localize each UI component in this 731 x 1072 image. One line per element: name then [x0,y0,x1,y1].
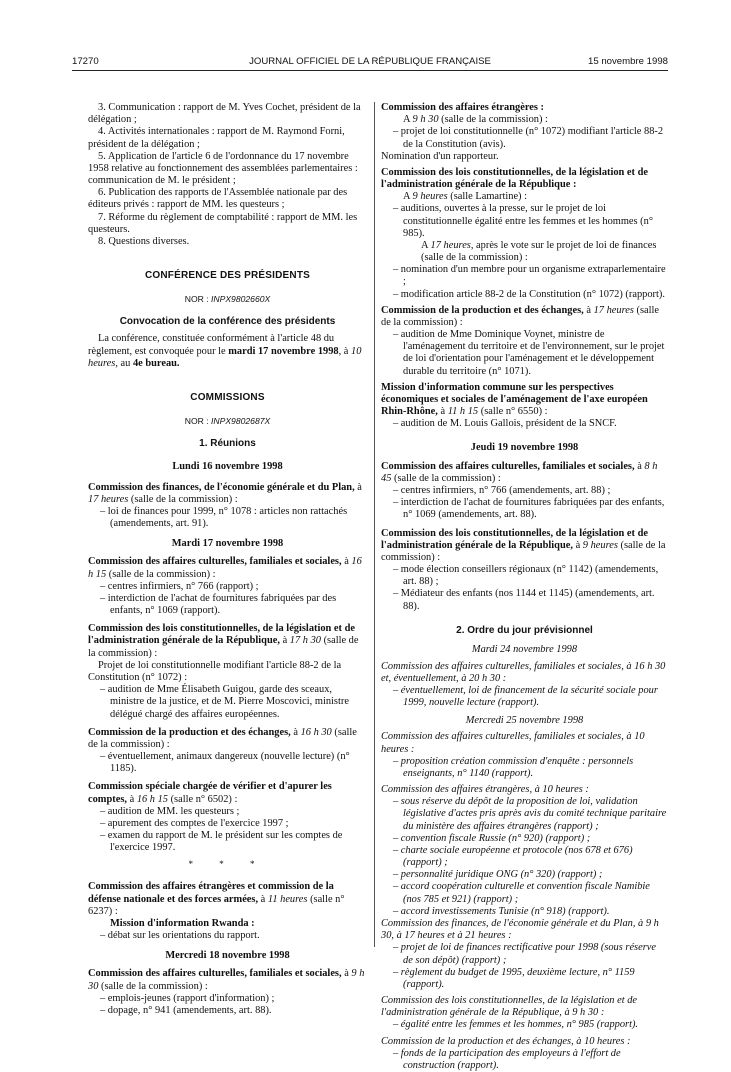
agenda-line: – Médiateur des enfants (nos 1144 et 1145) (amendements, art. 88). [393,588,655,612]
day-heading: Mardi 24 novembre 1998 [471,644,578,656]
time-line: A 9 heures (salle Lamartine) : [403,191,528,203]
commission-entry: Mission d'information commune sur les perspectives économiques et sociales de l'aménagement de l'axe européen Rhin-Rhône, à 11 h 15 (salle n° 6550) : [381,381,648,418]
commission-entry: Commission des lois constitutionnelles, de la législation et de l'administration générale de la République, à 17 h 30 (salle de la commission) : [88,623,359,659]
commission-entry: Commission des affaires culturelles, familiales et sociales, à 16 h 30 et, éventuellement, à 20 h 30 : [381,660,666,684]
agenda-line: – charte sociale européenne et protocole (nos 678 et 676) (rapport) ; [393,844,633,869]
commission-entry: Commission de la production et des échanges, à 10 heures : [381,1035,631,1047]
commission-entry: Commission des lois constitutionnelles, de la législation et de l'administration générale de la République : [381,166,648,191]
commission-entry: Commission de la production et des échanges, à 16 h 30 (salle de la commission) : [88,726,357,750]
agenda-line: – examen du rapport de M. le président sur les comptes de l'exercice 1997. [100,830,343,854]
commission-entry: Commission spéciale chargée de vérifier et d'apurer les comptes, à 16 h 15 (salle n° 6502) : [88,781,332,805]
agenda-line: – mode élection conseillers régionaux (n° 1142) (amendements, art. 88) ; [393,564,659,588]
section-title: CONFÉRENCE DES PRÉSIDENTS [144,270,311,282]
page-number: 17270 [72,56,99,67]
subsection-title: 2. Ordre du jour prévisionnel [456,624,593,636]
paragraph: La conférence, constituée conformément à l'article 48 du règlement, est convoquée pour le mardi 17 novembre 1998, à 10 heures, au 4e bureau. [88,333,362,369]
agenda-line: – interdiction de l'achat de fournitures fabriquées par des enfants, n° 1069 (rapport). [100,592,337,617]
day-heading: Mardi 17 novembre 1998 [171,538,284,550]
commission-entry: Commission de la production et des échanges, à 17 heures (salle de la commission) : [381,304,660,328]
commission-entry: Commission des finances, de l'économie générale et du Plan, à 17 heures (salle de la commission) : [88,481,362,505]
agenda-item: 3. Communication : rapport de M. Yves Cochet, président de la délégation ; [88,102,361,126]
agenda-line: – loi de finances pour 1999, n° 1078 : articles non rattachés (amendements, art. 91). [100,505,348,530]
commission-entry: Commission des affaires culturelles, familiales et sociales, à 9 h 30 (salle de la commission) : [88,968,365,992]
agenda-line: – nomination d'un membre pour un organisme extraparlementaire ; [393,264,666,288]
commission-entry: Commission des affaires culturelles, familiales et sociales, à 16 h 15 (salle de la commission) : [88,556,362,580]
agenda-line: – fonds de la participation des employeurs à l'effort de construction (rapport). [393,1047,621,1071]
commission-entry: Commission des lois constitutionnelles, de la législation et de l'administration générale de la République, à 9 heures (salle de la commission) : [381,527,666,563]
commission-entry: Commission des affaires culturelles, familiales et sociales, à 10 heures : [381,731,645,755]
agenda-line: – audition de Mme Élisabeth Guigou, garde des sceaux, ministre de la justice, et de M. Pierre Moscovici, ministre délégué chargé des affaires européennes. [100,684,349,720]
agenda-line: – audition de MM. les questeurs ; [100,805,240,817]
agenda-line: – audition de M. Louis Gallois, président de la SNCF. [393,418,617,430]
agenda-line: – centres infirmiers, n° 766 (amendements, art. 88) ; [393,484,611,496]
right-column [381,102,668,1072]
agenda-line: – éventuellement, loi de financement de la sécurité sociale pour 1999, nouvelle lecture (rapport). [393,684,658,709]
commission-entry: Commission des affaires étrangères, à 10 heures : [381,784,589,796]
agenda-line: – accord coopération culturelle et convention fiscale Namibie (nos 785 et 921) (rapport) ; [393,881,650,905]
subsection-title: Convocation de la conférence des présidents [119,315,336,327]
paragraph: Projet de loi constitutionnelle modifiant l'article 88-2 de la Constitution (n° 1072) : [88,659,342,683]
agenda-line: – éventuellement, animaux dangereux (nouvelle lecture) (n° 1185). [100,751,350,775]
agenda-item: 4. Activités internationales : rapport de M. Raymond Forni, président de la délégation ; [88,126,345,150]
time-line: A 9 h 30 (salle de la commission) : [403,114,548,126]
commission-entry: Commission des finances, de l'économie générale et du Plan, à 9 h 30, à 17 heures et à 21 heures : [381,918,659,942]
agenda-line: – interdiction de l'achat de fournitures fabriquées par des enfants, n° 1069 (amendements, art. 88). [393,497,665,521]
agenda-item: 7. Réforme du règlement de comptabilité : rapport de MM. les questeurs. [88,211,358,235]
section-title: COMMISSIONS [190,392,265,403]
agenda-line: – accord investissements Tunisie (n° 918) (rapport). [393,905,610,917]
agenda-line: – personnalité juridique ONG (n° 320) (rapport) ; [393,869,603,881]
agenda-line: – auditions, ouvertes à la presse, sur le projet de loi constitutionnelle égalité entre les femmes et les hommes (n° 985). [393,203,653,239]
agenda-line: – égalité entre les femmes et les hommes, n° 985 (rapport). [393,1019,639,1031]
agenda-line: – règlement du budget de 1995, deuxième lecture, n° 1159 (rapport). [393,966,635,990]
header-rule [72,70,668,71]
issue-date: 15 novembre 1998 [587,56,668,67]
agenda-item: 5. Application de l'article 6 de l'ordonnance du 17 novembre 1958 relative au fonctionnement des assemblées parlementaires : communication de M. le président ; [88,150,358,187]
journal-title: JOURNAL OFFICIEL DE LA RÉPUBLIQUE FRANÇAISE [249,56,491,67]
commission-entry: Commission des affaires étrangères : [381,102,544,113]
subsection-title: 1. Réunions [199,437,256,449]
agenda-line: – emplois-jeunes (rapport d'information) ; [100,992,275,1004]
agenda-line: – modification article 88-2 de la Constitution (n° 1072) (rapport). [393,288,665,300]
left-column [88,102,367,1017]
day-heading: Jeudi 19 novembre 1998 [470,442,579,454]
agenda-line: – dopage, n° 941 (amendements, art. 88). [100,1004,272,1016]
mission-title: Mission d'information Rwanda : [110,917,255,929]
agenda-item: 8. Questions diverses. [98,235,190,247]
agenda-item: 6. Publication des rapports de l'Assemblée nationale par des éditeurs privés : rapport de MM. les questeurs ; [88,187,348,211]
commission-entry: Commission des affaires étrangères et commission de la défense nationale et des forces armées, à 11 heures (salle n° 6237) : [88,881,345,917]
agenda-line: – centres infirmiers, n° 766 (rapport) ; [100,580,259,592]
agenda-line: – convention fiscale Russie (n° 920) (rapport) ; [393,832,591,844]
day-heading: Mercredi 18 novembre 1998 [165,950,290,962]
nor-reference: NOR : INPX9802660X [184,293,271,304]
section-separator: * * * [188,859,267,870]
agenda-line: – débat sur les orientations du rapport. [100,930,260,942]
agenda-line: – audition de Mme Dominique Voynet, ministre de l'aménagement du territoire et de l'environnement, sur le projet de loi d'orientation pour l'aménagement et le développement durable du territoire (n° 1071). [393,329,665,377]
nor-reference: NOR : INPX9802687X [184,415,271,426]
column-divider [374,102,375,947]
day-heading: Mercredi 25 novembre 1998 [465,715,584,727]
agenda-line: – sous réserve du dépôt de la proposition de loi, validation législative d'actes pris après avis du comité technique paritaire du ministère des affaires étrangères (rapport) ; [393,796,667,832]
time-line: A 17 heures, après le vote sur le projet de loi de finances (salle de la commission) : [421,239,657,264]
agenda-line: – apurement des comptes de l'exercice 1997 ; [100,817,289,829]
agenda-line: – projet de loi constitutionnelle (n° 1072) modifiant l'article 88-2 de la Constitution (avis). [393,126,664,150]
commission-entry: Commission des affaires culturelles, familiales et sociales, à 8 h 45 (salle de la commission) : [381,460,658,484]
agenda-line: – projet de loi de finances rectificative pour 1998 (sous réserve de son dépôt) (rapport) ; [393,942,656,966]
day-heading: Lundi 16 novembre 1998 [172,461,283,473]
agenda-line: Nomination d'un rapporteur. [381,150,499,162]
agenda-line: – proposition création commission d'enquête : personnels enseignants, n° 1140 (rapport). [393,755,634,779]
commission-entry: Commission des lois constitutionnelles, de la législation et de l'administration générale de la République, à 9 h 30 : [381,995,637,1019]
